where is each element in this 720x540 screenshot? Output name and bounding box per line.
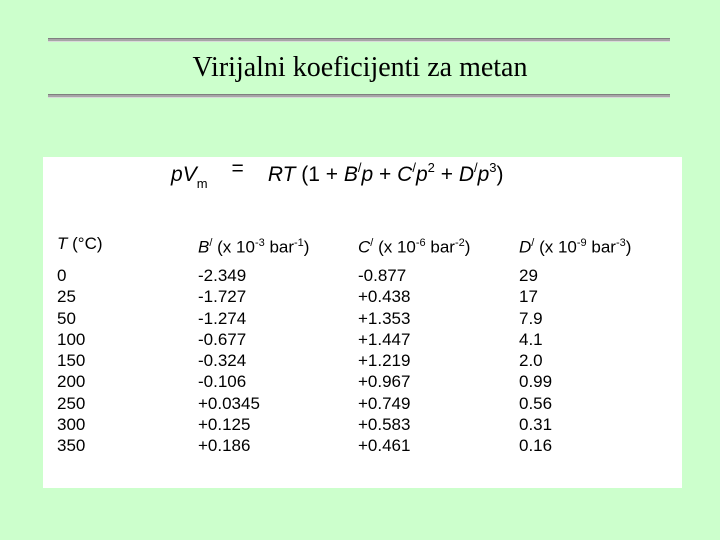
header-b-exp2: -1 — [294, 237, 304, 249]
eq-p1: p — [361, 163, 374, 186]
table-cell: -0.324 — [198, 351, 247, 371]
table-cell: -0.877 — [358, 266, 407, 285]
table-cell: 7.9 — [519, 308, 543, 328]
eq-b: B — [343, 163, 358, 186]
eq-V: V — [182, 163, 197, 186]
table-cell: 200 — [57, 372, 86, 392]
eq-equals: = — [231, 157, 244, 180]
header-c-prime: / — [370, 237, 374, 249]
eq-exp3: 3 — [489, 160, 497, 175]
table-cell: 0 — [57, 266, 67, 285]
eq-rt: RT — [267, 163, 296, 186]
table-cell: 4.1 — [519, 329, 543, 349]
column-b-coefficient — [198, 233, 309, 457]
table-cell: 0.99 — [519, 372, 553, 392]
header-d-exp: -9 — [576, 237, 587, 249]
eq-d-prime: / — [473, 160, 478, 175]
eq-d: D — [458, 163, 474, 186]
title-rule-top — [48, 38, 670, 42]
table-cell: 29 — [519, 266, 538, 285]
table-cell: -1.274 — [198, 308, 247, 328]
table-cell: +0.461 — [358, 436, 411, 456]
table-cell: -1.727 — [198, 287, 247, 307]
header-d-close: ) — [625, 237, 632, 257]
d-values — [519, 265, 631, 457]
table-cell: 350 — [57, 436, 86, 456]
column-d-coefficient — [519, 233, 631, 457]
table-cell: 0.31 — [519, 415, 553, 435]
header-b-close: ) — [303, 237, 310, 257]
table-cell: +1.353 — [358, 308, 411, 328]
eq-c: C — [397, 163, 413, 186]
table-cell: 50 — [57, 308, 76, 328]
header-c-symbol: C — [358, 237, 371, 257]
header-c-unit: (x 10 — [373, 237, 416, 257]
eq-c-prime: / — [412, 160, 416, 175]
table-cell: 25 — [57, 287, 76, 307]
table-cell: -2.349 — [198, 266, 247, 285]
table-cell: 17 — [519, 287, 538, 307]
c-values — [358, 265, 470, 457]
eq-sub-m: m — [196, 176, 208, 191]
table-cell: -0.106 — [198, 372, 247, 392]
column-c-coefficient — [358, 233, 470, 457]
table-cell: 2.0 — [519, 351, 543, 371]
eq-close: ) — [496, 163, 504, 186]
column-temperature — [57, 233, 103, 457]
header-b-exp: -3 — [254, 237, 265, 249]
header-c-unit2: bar — [425, 237, 455, 257]
temperature-values — [57, 265, 103, 457]
virial-equation — [171, 157, 504, 191]
eq-open: (1 + — [301, 163, 344, 186]
eq-p: p — [171, 163, 183, 186]
table-cell: -0.677 — [198, 329, 247, 349]
eq-b-prime: / — [357, 160, 362, 175]
table-cell: +1.219 — [358, 351, 411, 371]
content-panel — [43, 157, 682, 488]
table-cell: 100 — [57, 329, 86, 349]
header-d — [519, 233, 632, 257]
eq-exp2: 2 — [427, 160, 435, 175]
header-t-unit: (°C) — [67, 234, 103, 253]
header-b-prime: / — [209, 237, 213, 249]
header-d-prime: / — [531, 237, 535, 249]
header-b-symbol: B — [198, 237, 210, 257]
eq-plus1: + — [373, 163, 398, 186]
table-cell: 0.56 — [519, 393, 553, 413]
header-b-unit: (x 10 — [212, 237, 255, 257]
eq-plus2: + — [434, 163, 459, 186]
table-cell: 250 — [57, 393, 86, 413]
header-b — [198, 233, 310, 257]
table-cell: +0.0345 — [198, 393, 260, 413]
table-cell: 0.16 — [519, 436, 553, 456]
header-c-close: ) — [464, 237, 471, 257]
table-cell: +0.438 — [358, 287, 411, 307]
table-cell: 300 — [57, 415, 86, 435]
header-temperature — [57, 233, 103, 254]
eq-p3: p — [477, 163, 490, 186]
table-cell: +0.583 — [358, 415, 411, 435]
header-c-exp: -6 — [415, 237, 426, 249]
eq-p2: p — [415, 163, 428, 186]
table-cell: 150 — [57, 351, 86, 371]
table-cell: +0.967 — [358, 372, 411, 392]
header-d-unit: (x 10 — [534, 237, 577, 257]
b-values — [198, 265, 309, 457]
header-d-unit2: bar — [586, 237, 616, 257]
header-d-exp2: -3 — [615, 237, 626, 249]
header-c — [358, 233, 471, 257]
header-c-exp2: -2 — [454, 237, 465, 249]
table-cell: +0.125 — [198, 415, 251, 435]
header-d-symbol: D — [519, 237, 532, 257]
table-cell: +0.749 — [358, 393, 411, 413]
table-cell: +1.447 — [358, 329, 411, 349]
title-rule-bottom — [48, 94, 670, 98]
table-cell: +0.186 — [198, 436, 251, 456]
header-t-symbol: T — [57, 234, 68, 253]
header-b-unit2: bar — [264, 237, 295, 257]
slide-title: Virijalni koeficijenti za metan — [192, 52, 528, 83]
